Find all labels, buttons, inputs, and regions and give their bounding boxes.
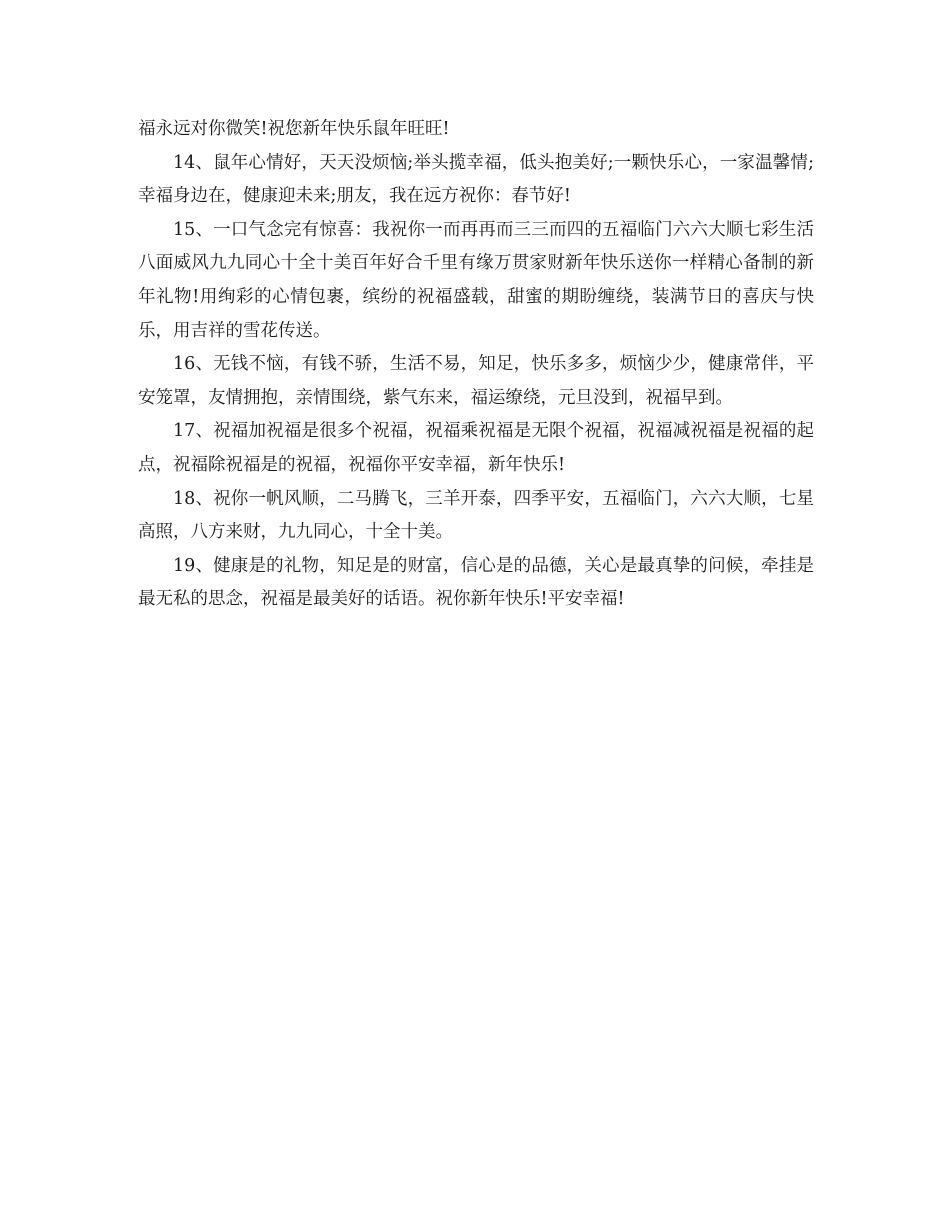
document-body bbox=[138, 113, 814, 617]
paragraph-15: 15、一口气念完有惊喜：我祝你一而再再而三三而四的五福临门六六大顺七彩生活八面威风九九同心十全十美百年好合千里有缘万贯家财新年快乐送你一样精心备制的新年礼物!用绚彩的心情包裹，缤纷的祝福盛载，甜蜜的期盼缠绕，装满节日的喜庆与快乐，用吉祥的雪花传送。 bbox=[138, 219, 814, 341]
paragraph-17: 17、祝福加祝福是很多个祝福，祝福乘祝福是无限个祝福，祝福减祝福是祝福的起点，祝福除祝福是的祝福，祝福你平安幸福，新年快乐! bbox=[138, 421, 814, 475]
paragraph-16: 16、无钱不恼，有钱不骄，生活不易，知足，快乐多多，烦恼少少，健康常伴，平安笼罩，友情拥抱，亲情围绕，紫气东来，福运缭绕，元旦没到，祝福早到。 bbox=[138, 354, 814, 408]
paragraph-14: 14、鼠年心情好，天天没烦恼;举头揽幸福，低头抱美好;一颗快乐心，一家温馨情;幸福身边在，健康迎未来;朋友，我在远方祝你：春节好! bbox=[138, 152, 814, 207]
paragraph-19: 19、健康是的礼物，知足是的财富，信心是的品德，关心是最真挚的问候，牵挂是最无私的思念，祝福是最美好的话语。祝你新年快乐!平安幸福! bbox=[138, 555, 814, 610]
paragraph-continuation: 福永远对你微笑!祝您新年快乐鼠年旺旺! bbox=[138, 119, 450, 139]
paragraph-18: 18、祝你一帆风顺，二马腾飞，三羊开泰，四季平安，五福临门，六六大顺，七星高照，八方来财，九九同心，十全十美。 bbox=[138, 488, 814, 543]
